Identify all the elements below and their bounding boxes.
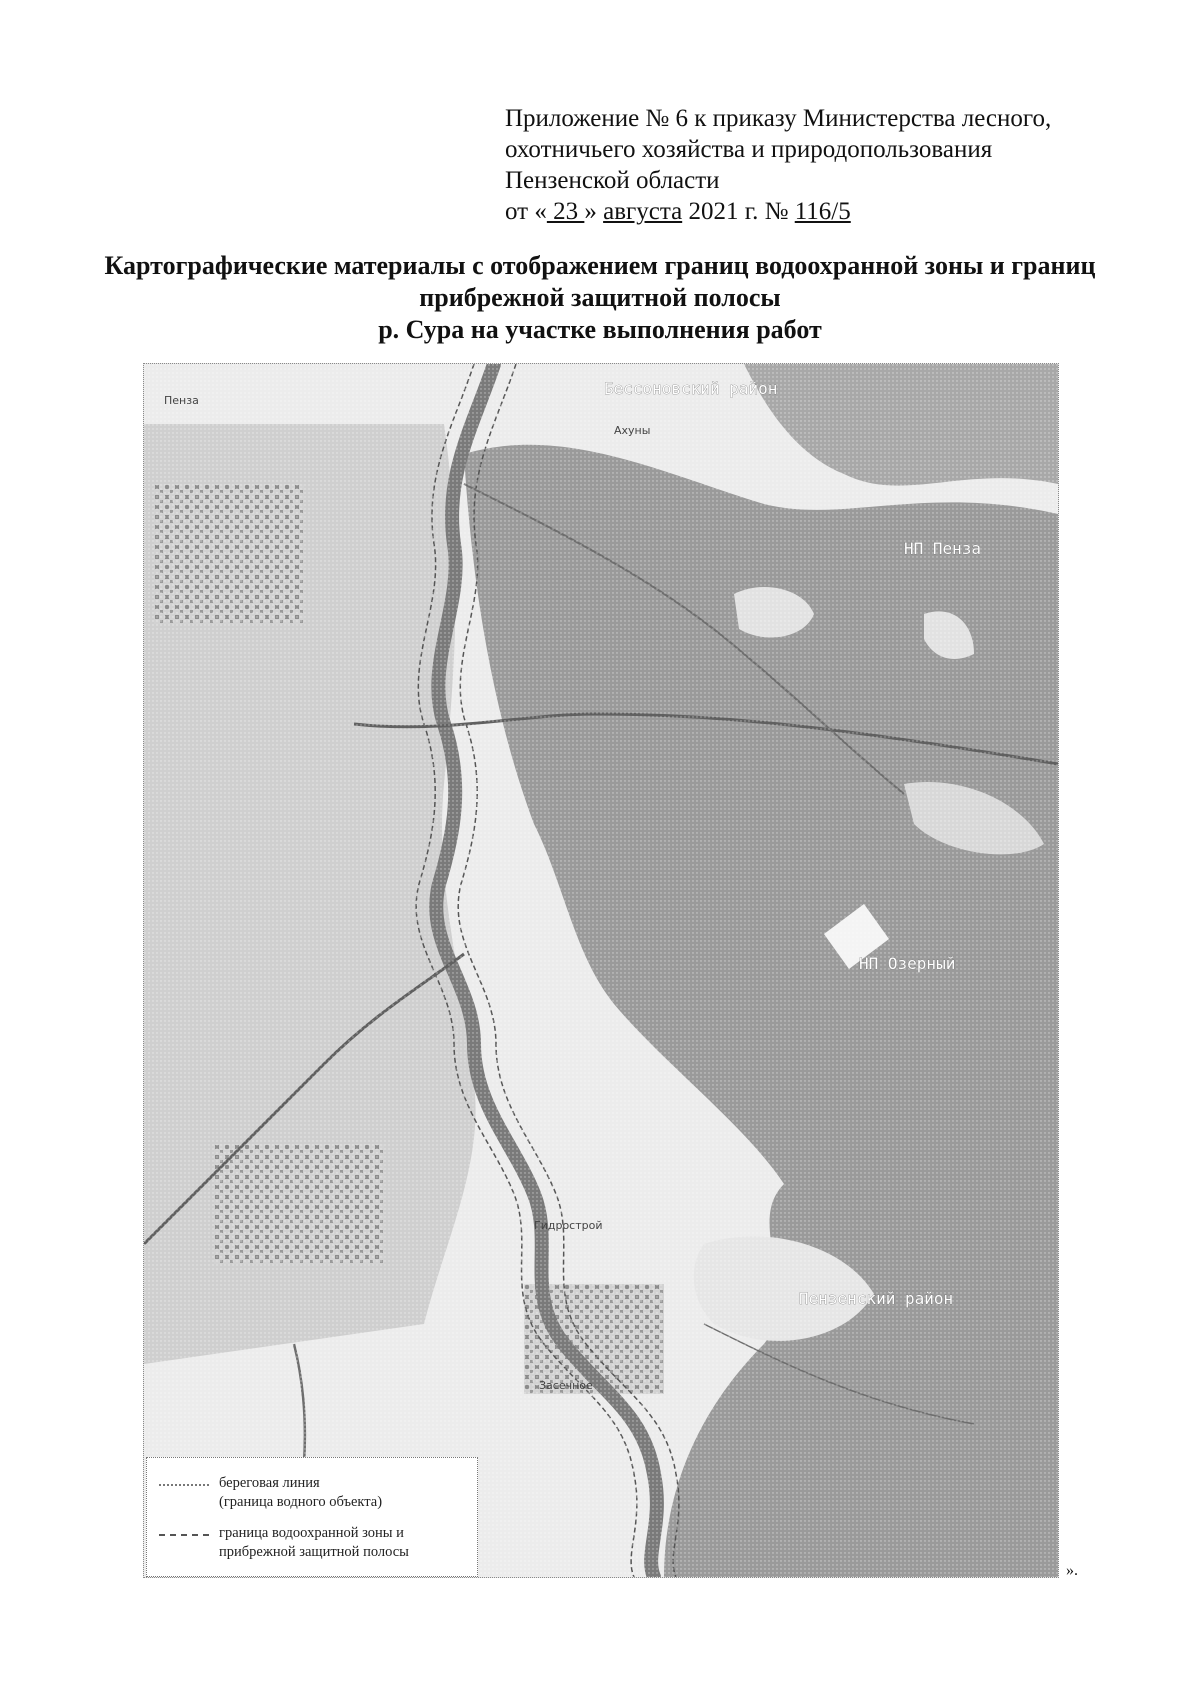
date-year: 2021 г. № xyxy=(682,198,795,225)
date-mid: » xyxy=(584,198,604,225)
title-line-2: прибрежной защитной полосы xyxy=(419,283,781,312)
annex-date-line xyxy=(505,196,1145,227)
order-number: 116/5 xyxy=(794,198,851,225)
closing-quote: ». xyxy=(1066,1562,1078,1579)
label-small-1: Пенза xyxy=(164,394,199,407)
label-penzensky: Пензенский район xyxy=(799,1289,954,1308)
date-month: августа xyxy=(603,198,683,225)
label-bessonovsky: Бессоновский район xyxy=(604,379,778,398)
title-line-3: р. Сура на участке выполнения работ xyxy=(378,315,822,344)
legend-shoreline-line-2: (граница водного объекта) xyxy=(219,1494,383,1510)
annex-line-3: Пензенской области xyxy=(505,167,720,194)
document-title xyxy=(30,250,1170,346)
label-penza-np: НП Пенза xyxy=(904,539,982,558)
label-ozerny-np: НП Озерный xyxy=(859,954,956,973)
title-line-1: Картографические материалы с отображением границ водоохранной зоны и границ xyxy=(104,251,1096,280)
legend-zone-line-1: граница водоохранной зоны и xyxy=(219,1525,404,1541)
map-image xyxy=(144,364,1058,1577)
label-small-4: Засечное xyxy=(539,1379,593,1392)
shoreline-sample xyxy=(159,1484,209,1486)
date-day: 23 xyxy=(546,198,585,225)
legend-shoreline-line-1: береговая линия xyxy=(219,1475,320,1491)
annex-line-2: охотничьего хозяйства и природопользования xyxy=(505,136,993,163)
zone-boundary-sample xyxy=(159,1534,209,1536)
annex-line-1: Приложение № 6 к приказу Министерства лесного, xyxy=(505,105,1052,132)
legend-zone-line-2: прибрежной защитной полосы xyxy=(219,1544,409,1560)
label-small-2: Гидрострой xyxy=(534,1219,603,1232)
annex-header xyxy=(505,103,1145,227)
date-prefix: от « xyxy=(505,198,547,225)
map-frame xyxy=(143,363,1059,1578)
label-small-3: Ахуны xyxy=(614,424,651,437)
map-legend xyxy=(146,1457,478,1577)
